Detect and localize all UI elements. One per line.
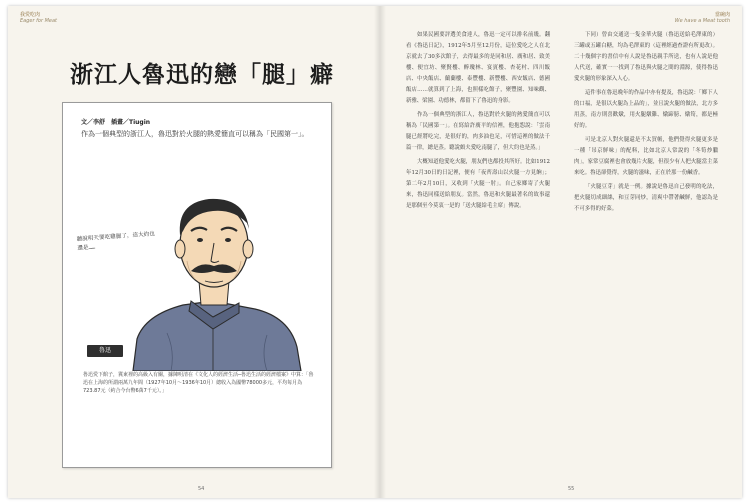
body-paragraph: 大概知道他愛吃火腿，朋友們也都投其所好。比如1912年12月30日的日記裡，便有「夜齊壽山以火腿一方見餉」；第二年2月10日，又收到「火腿一肘」。自己家鄉寄了火腿來，魯迅同樣送給朋友。當然，魯迅和火腿最著名的故事還是那個至今莫衷一是的「送火腿給毛主席」傳說。 — [406, 159, 550, 209]
right-eye — [225, 238, 231, 242]
illustration-card — [62, 102, 332, 468]
body-paragraph: 作為一個典型的浙江人，魯迅對於火腿的熱愛簡直可以稱為「民國第一」。在寫給許廣平的信裡，他抱怨說：「雲南腿已經將吃完，是很好的，肉多油也足，可惜這裡的做法千篇一律，總是蒸。聽說頗夫愛吃南腿了，但大約也是蒸。」 — [406, 112, 550, 151]
body-column-1 — [406, 30, 550, 215]
article-title: 浙江人魯迅的戀「腿」癖 — [70, 61, 334, 88]
page-gutter — [374, 6, 386, 498]
name-tag: 魯迅 — [87, 345, 123, 357]
running-head-right-title: 當碗肉 — [714, 12, 730, 18]
page-number-left: 54 — [198, 486, 205, 492]
running-head-right — [675, 12, 730, 24]
robe-shape — [133, 301, 301, 371]
page-number-right: 55 — [568, 486, 575, 492]
body-paragraph: 「火腿豆芽」就是一例。據說是魯迅自己發明的吃法，把火腿切成細絲，和豆芽同炒，清爽中帶著鹹鮮，他認為是不可多得的好菜。 — [574, 184, 718, 212]
body-column-2 — [574, 30, 718, 218]
article-byline: 文／李舒 插畫／Tiugin — [81, 119, 151, 126]
article-intro: 作為一個典型的浙江人，魯迅對於火腿的熱愛簡直可以稱為「民國第一」。 — [81, 130, 309, 138]
left-ear — [175, 240, 185, 258]
body-paragraph: 如果民國要評選美食達人，魯迅一定可以排名前幾。翻看《魯迅日記》，1912年5月至12月份，這位愛吃之人在北京就去了30多次館子，去得最多的是同和居、廣和居、致美樓、便宜坊、聚賢樓、醉瓊林、宴賓樓、杏花村、四川飯店、中央飯店、蘭蘭樓、泰豐樓、新豐樓、西安飯店、德國飯店……就算到了上海，也照樣吃館子，聚豐園、知味觀、新雅、梁園、功德林，都留下了魯迅的身影。 — [406, 32, 550, 104]
running-head-left — [20, 12, 57, 24]
body-paragraph: 可是北京人對火腿還是不太買帳，他們覺得火腿更多是一種「吊京鮮味」的配料，比如北京人常說的「冬筍炒臘肉」，家常豆腐裡也會放幾片火腿，但很少有人把火腿當主菜來吃。魯迅卻覺得，火腿的滋味，正在於那一份鹹香。 — [574, 137, 718, 176]
running-head-left-subtitle: Eager for Meat — [20, 18, 57, 24]
left-eye — [197, 238, 203, 242]
right-ear — [243, 240, 253, 258]
body-paragraph: 下同）曾由交通送一隻金華火腿（魯迅送給毛澤東的）三罐或五罐白糖，均為毛澤東的（這裡經過查證有所更改）。二十幾個字的書信中有人說是魯迅親手所送，也有人說是他人代送，確實一一找到了魯迅與火腿之間的淵源，使得魯迅愛火腿的形象深入人心。 — [574, 32, 718, 82]
illustration-caption: 魯迅愛下館子，冀東裡的高級入有關，據陳明清在《文化人的經濟生活─魯迅生活的經濟檔案》中算：「魯迅在上海的所謂兩萬九年間（1927年10月～1936年10月）總收入為國幣78000多元，平均每月為723.87元（約合今台幣6萬7千元）。」 — [83, 372, 314, 394]
body-paragraph: 這件事在魯迅晚年的作品中亦有提及，魯迅說：「鄉下人的口福，是很以火腿為上品的」，並且說火腿的做法，北方多用蒸，南方則喜歡燉，用火腿燉雞、燉蹄膀、燉筍，都是極好的。 — [574, 90, 718, 129]
running-head-left-title: 我愛吃肉 — [20, 12, 41, 18]
handwritten-quote: 聽說明天要吃雞腿了，這大約也還是…… — [76, 231, 156, 252]
magazine-spread — [8, 6, 742, 498]
running-head-right-subtitle: We have a Meat tooth — [674, 18, 730, 24]
